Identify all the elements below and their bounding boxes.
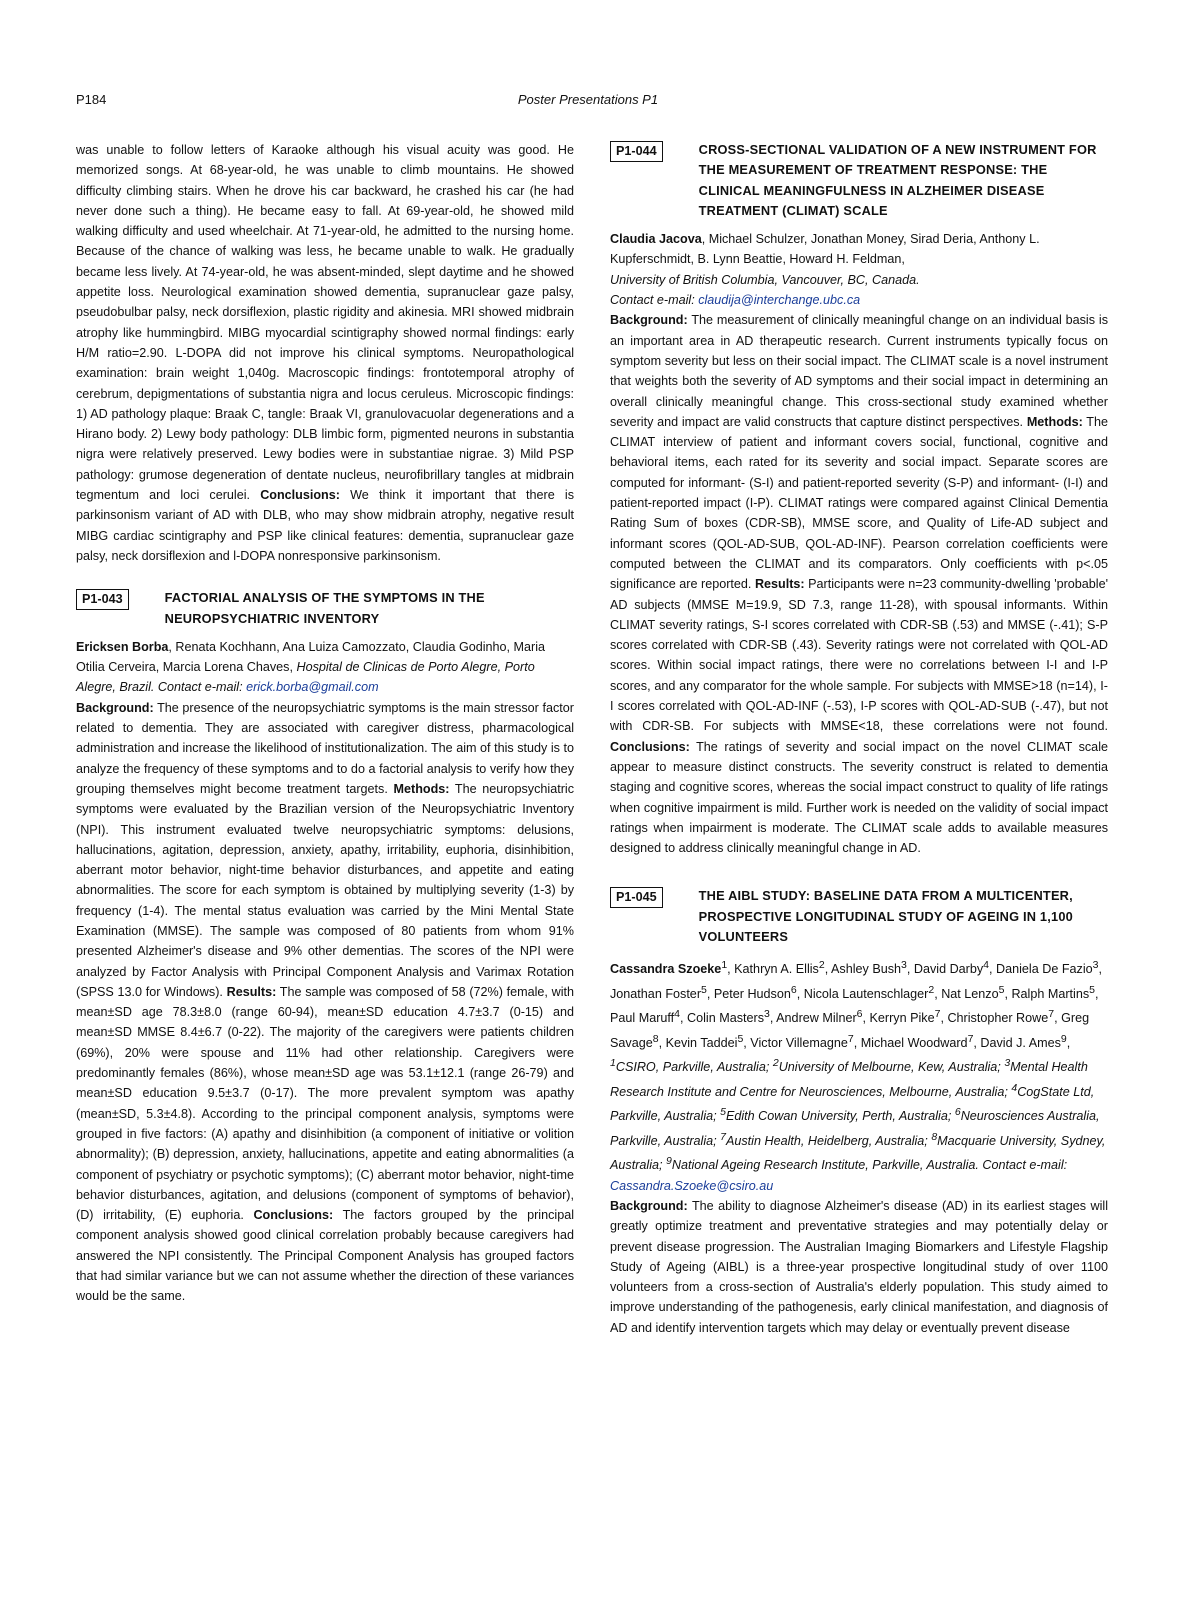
affiliation-marker: 4 — [674, 1008, 681, 1021]
background-label: Background: — [610, 313, 688, 328]
affiliation-marker: 5 — [737, 1032, 744, 1045]
affiliation-marker: 2 — [818, 959, 825, 972]
lead-author: Cassandra Szoeke — [610, 962, 722, 977]
other-authors: , Michael Schulzer, Jonathan Money, Sirad Deria, Anthony L. Kupferschmidt, B. Lynn Beattie, Howard H. Feldman, — [610, 232, 1040, 267]
author-name: Kerryn Pike — [869, 1011, 935, 1026]
author-name: Greg Savage — [610, 1011, 1090, 1050]
affiliation-text: Macquarie University, Sydney, Australia; — [610, 1133, 1106, 1173]
abstract-id: P1-043 — [76, 589, 129, 610]
abstract-body — [610, 310, 1108, 858]
affiliation-marker: 7 — [934, 1008, 941, 1021]
conclusions-label: Conclusions: — [260, 488, 340, 503]
affiliation-marker: 7 — [967, 1032, 974, 1045]
author-name: Colin Masters — [687, 1011, 764, 1026]
abstract-body — [610, 1196, 1108, 1338]
abstract-title: THE AIBL STUDY: BASELINE DATA FROM A MULTICENTER, PROSPECTIVE LONGITUDINAL STUDY OF AGEING IN 1,100 VOLUNTEERS — [698, 888, 1073, 944]
contact-email-link[interactable]: claudija@interchange.ubc.ca — [698, 293, 861, 308]
abstract-body — [76, 698, 574, 1307]
author-name: David Darby — [913, 962, 984, 977]
background-label: Background: — [76, 700, 154, 715]
results-text: The sample was composed of 58 (72%) female, with mean±SD age 78.3±8.0 (range 60-94), mean±SD education 4.7±3.7 (0-15) and mean±SD MMSE 8.4±6.7 (0-22). The majority of the caregivers were patients children (69%), 20% were spouse and 11% had other relationship. Caregivers were predominantly females (86%), whose mean±SD age was 53.1±12.1 (range 26-79) and mean±SD education 9.5±3.7 (0-17). The more prevalent symptom was apathy (mean±SD, 5.3±4.8). According to the principal component analysis, symptoms were grouped in five factors: (A) apathy and disinhibition (a component of initiative or volition abnormality); (B) depression, anxiety, hallucinations, appetite and eating abnormalities (a component of psychiatry or psychotic symptoms); (C) aberrant motor behavior, night-time behavior disturbances, agitation, and delusions (component of symptoms of behavior), (D) irritability, (E) euphoria. — [76, 984, 575, 1223]
affiliation-marker: 7 — [1048, 1008, 1055, 1021]
author-name: David J. Ames — [980, 1035, 1061, 1050]
affiliation-marker: 9 — [1060, 1032, 1067, 1045]
affiliation-marker: 6 — [954, 1106, 961, 1119]
results-label: Results: — [754, 577, 805, 592]
author-name: Kathryn A. Ellis — [734, 962, 819, 977]
affiliation-text: CSIRO, Parkville, Australia; — [615, 1060, 773, 1075]
author-list — [610, 229, 1108, 310]
affiliation-text: CogState Ltd, Parkville, Australia; — [610, 1084, 1095, 1124]
background-label: Background: — [610, 1198, 688, 1213]
author-name: Christopher Rowe — [947, 1011, 1049, 1026]
affiliation-marker: 5 — [701, 983, 707, 996]
affiliation-marker: 4 — [1011, 1081, 1018, 1094]
author-name: Paul Maruff — [610, 1011, 675, 1026]
author-list — [610, 955, 1108, 1196]
results-label: Results: — [226, 984, 277, 999]
background-text: The presence of the neuropsychiatric symptoms is the main stressor factor related to dementia. They are associated with caregiver distress, pharmacological administration and increase the likelihood of institutionalization. The aim of this study is to analyze the frequency of these symptoms and to do a factorial analysis to verify how they grouping themselves might become treatment targets. — [76, 700, 574, 796]
conclusions-text: The ratings of severity and social impact on the novel CLIMAT scale appear to measure distinct constructs. The severity construct is related to dementia staging and cognitive scores, whereas the social impact construct to quality of life ratings when cognitive impairment is mild. Further work is needed on the validity of social impact ratings when impairment is moderate. The CLIMAT scale adds to available measures designed to address clinically meaningful change in AD. — [610, 739, 1108, 856]
author-name: Nat Lenzo — [941, 986, 999, 1001]
conclusions-label: Conclusions: — [610, 739, 690, 754]
contact-email-link[interactable]: erick.borba@gmail.com — [246, 680, 379, 695]
methods-text: The neuropsychiatric symptoms were evaluated by the Brazilian version of the Neuropsychiatric Inventory (NPI). This instrument evaluated twelve neuropsychiatric symptoms: delusions, hallucinations, agitation, depression, anxiety, apathy, irritability, euphoria, disinhibition, aberrant motor behavior, night-time behavior disturbances, and appetite and eating abnormalities. The score for each symptom is obtained by multiplying severity (1-3) by frequency (1-4). The mental status evaluation was carried by the Mini Mental State Examination (MMSE). The sample was composed of 80 patients from whom 91% presented Alzheimer's disease and 9% other dementias. The scores of the NPI were analyzed by Factor Analysis with Principal Component Analysis and Varimax Rotation (SPSS 13.0 for Windows). — [76, 781, 574, 999]
conclusions-text: We think it important that there is parkinsonism variant of AD with DLB, who may show midbrain atrophy, negative result MIBG cardiac scintigraphy and PSP like clinical features: dementia, supranuclear gaze palsy, neck dorsiflexion and l-DOPA nonresponsive parkinsonism. — [76, 488, 574, 563]
background-text: The ability to diagnose Alzheimer's disease (AD) in its earliest stages will greatly optimize treatment and preventative strategies and may potentially delay or prevent disease progression. The Australian Imaging Biomarkers and Lifestyle Flagship Study of Ageing (AIBL) is a three-year prospective longitudinal study of over 1100 volunteers from a cross-section of Australia's elderly population. This study aimed to improve understanding of the pathogenesis, early clinical manifestation, and diagnosis of AD and identify intervention targets which may delay or eventually prevent disease — [610, 1198, 1108, 1335]
affiliation-marker: 8 — [931, 1130, 938, 1143]
abstract-heading — [610, 886, 1108, 947]
author-name: Ashley Bush — [831, 962, 902, 977]
affiliation-marker: 9 — [666, 1155, 672, 1168]
affiliation-marker: 4 — [983, 959, 990, 972]
contact-email-link[interactable]: Cassandra.Szoeke@csiro.au — [610, 1178, 774, 1193]
author-name: Daniela De Fazio — [996, 962, 1093, 977]
running-title: Poster Presentations P1 — [517, 92, 659, 107]
affiliation: Hospital de Clinicas de Porto Alegre, Porto Alegre, Brazil. Contact e-mail: — [76, 660, 535, 695]
continued-text: was unable to follow letters of Karaoke although his visual acuity was good. He memorized songs. At 68-year-old, he was unable to climb mountains. He showed difficulty climbing stairs. When he drove his car backward, he crashed his car (he had never done such a thing). He became easy to fall. At 69-year-old, he showed mild walking difficulty and used wheelchair. At 71-year-old, he admitted to the nursing home. Because of the chance of walking was less, he became unable to walk. He gradually became less lively. At 74-year-old, he was absent-minded, slept daytime and he showed appetite loss. Neurological examination showed dementia, supranuclear gaze palsy, pseudobulbar palsy, neck dorsiflexion, plastic rigidity and akinesia. MRI showed midbrain atrophy like hummingbird. MIBG myocardial scintigraphy showed normal findings: early H/M ratio=2.90. L-DOPA did not improve his clinical symptoms. Neuropathological examination: brain weight 1,040g. Macroscopic findings: frontotemporal atrophy of cerebrum, depigmentations of substantia nigra and locus ceruleus. Microscopic findings: 1) AD pathology plaque: Braak C, tangle: Braak VI, granulovacuolar degenerations and a Hirano body. 2) Lewy body pathology: DLB limbic form, pigmented neurons in substantia nigra were relatively preserved. Lewy bodies were in substantiae nigrae. 3) Mild PSP pathology: grumose degeneration of dentate nucleus, neurofibrillary tangles at midbrain tegmentum and loci cerulei. — [76, 143, 574, 503]
affiliation-marker: 3 — [1092, 959, 1099, 972]
methods-text: The CLIMAT interview of patient and informant covers social, functional, cognitive and behavioral items, each rated for its severity and social impact. Separate scores are computed for informant- (S-I) and patient-reported severity (S-P) and informant- (I-I) and patient-reported impact (I-P). CLIMAT ratings were compared against Clinical Dementia Rating Sum of boxes (CDR-SB), MMSE score, and Quality of Life-AD subject and informant scores (QOL-AD-SUB, QOL-AD-INF). Pearson correlation coefficients were computed between the CLIMAT and its comparators. Only coefficients with p<.05 significance are reported. — [610, 414, 1108, 592]
affiliation-marker: 1 — [610, 1057, 616, 1070]
abstract-p1-044 — [610, 140, 1108, 858]
abstract-heading — [610, 140, 1108, 221]
author-name: Ralph Martins — [1011, 986, 1090, 1001]
other-authors: , Kathryn A. Ellis$^2$, Ashley Bush$^3$, David Darby$^4$, Daniela De Fazio$^3$, Jonathan Foster$^5$, Peter Hudson$^6$, Nicola Lautenschlager$^2$, Nat Lenzo$^5$, Ralph Martins$^5$, Paul Maruff$^4$, Colin Masters$^3$, Andrew Milner$^6$, Kerryn Pike$^7$, Christopher Rowe$^7$, Greg Savage$^8$, Kevin Taddei$^5$, Victor Villemagne$^7$, Michael Woodward$^7$, David J. Ames$^9$, — [610, 959, 1102, 1050]
abstract-title: CROSS-SECTIONAL VALIDATION OF A NEW INSTRUMENT FOR THE MEASUREMENT OF TREATMENT RESPONSE: THE CLINICAL MEANINGFULNESS IN ALZHEIMER DISEASE TREATMENT (CLIMAT) SCALE — [698, 142, 1097, 218]
page-number: P184 — [76, 92, 107, 107]
abstract-heading — [76, 588, 574, 629]
affiliation-marker: 7 — [720, 1130, 726, 1143]
author-name: Michael Woodward — [860, 1035, 968, 1050]
author-name: Nicola Lautenschlager — [803, 986, 929, 1001]
author-name: Peter Hudson — [713, 986, 791, 1001]
abstract-id: P1-044 — [610, 141, 663, 162]
affiliation-marker: 7 — [847, 1032, 854, 1045]
affiliation-text: University of Melbourne, Kew, Australia; — [778, 1060, 1005, 1075]
continued-abstract — [76, 140, 574, 566]
affiliation-text: Mental Health Research Institute and Centre for Neurosciences, Melbourne, Australia; — [610, 1060, 1088, 1099]
left-column — [76, 140, 574, 1307]
author-name: Kevin Taddei — [665, 1035, 738, 1050]
affiliation-marker: 3 — [901, 959, 907, 972]
affiliation-marker: 6 — [790, 983, 797, 996]
results-text: Participants were n=23 community-dwelling 'probable' AD subjects (MMSE M=19.9, SD 7.3, range 11-28), with spousal informants. Within CLIMAT severity ratings, S-I scores correlated with CDR-SB (.53) and MMSE (-.41); S-P scores correlated with CDR-SB (.43). Severity ratings were not correlated with QOL-AD scores. Within social impact ratings, there were no correlations between I-I and I-P scores, and any comparator for the whole sample. For subjects with MMSE>18 (n=14), I-I scores correlated with QOL-AD-INF (-.53), I-P scores with QOL-AD-SUB (-.47), but not with CDR-SB. For subjects with MMSE<18, these correlations were not found. — [610, 577, 1109, 734]
affiliation-marker: 5 — [720, 1106, 726, 1119]
conclusions-text: The factors grouped by the principal component analysis showed good clinical correlation probably because caregivers had answered the NPI consistently. The Principal Component Analysis has grouped factors that had similar variance but we can not assume whether the direction of these variances would be the same. — [76, 1208, 574, 1304]
affiliation-marker: 3 — [1004, 1057, 1011, 1070]
affiliation-text: Edith Cowan University, Perth, Australia; — [725, 1109, 955, 1124]
affiliation-text: Austin Health, Heidelberg, Australia; — [725, 1133, 932, 1148]
abstract-title: FACTORIAL ANALYSIS OF THE SYMPTOMS IN THE NEUROPSYCHIATRIC INVENTORY — [164, 590, 485, 626]
methods-label: Methods: — [393, 781, 450, 796]
affiliation-text: National Ageing Research Institute, Parkville, Australia. — [671, 1158, 979, 1173]
affiliation-marker: 5 — [998, 983, 1005, 996]
affiliation-marker: 3 — [764, 1008, 770, 1021]
abstract-p1-045 — [610, 886, 1108, 1338]
affiliation-marker: 5 — [1089, 983, 1095, 996]
affiliation: University of British Columbia, Vancouver, BC, Canada. — [610, 272, 920, 287]
affiliation-text: Neurosciences Australia, Parkville, Australia; — [610, 1109, 1100, 1148]
author-name: Victor Villemagne — [750, 1035, 848, 1050]
contact-label: Contact e-mail: — [610, 293, 695, 308]
methods-label: Methods: — [1026, 414, 1083, 429]
author-list — [76, 637, 574, 698]
right-column — [610, 140, 1108, 1338]
lead-author: Ericksen Borba — [76, 639, 169, 654]
background-text: The measurement of clinically meaningful change on an individual basis is an important area in AD therapeutic research. Current instruments typically focus on symptom severity but less on their social impact. The CLIMAT scale is a novel instrument that weights both the severity of AD symptoms and their social impact in determining an overall clinically meaningful change. This cross-sectional study examined whether severity and impact are valid constructs that capture distinct perspectives. — [610, 313, 1108, 429]
abstract-id: P1-045 — [610, 887, 663, 908]
page-header — [76, 92, 1100, 112]
affiliation-marker: 2 — [928, 983, 935, 996]
abstract-p1-043 — [76, 588, 574, 1306]
author-name: Andrew Milner — [776, 1011, 857, 1026]
lead-author: Claudia Jacova — [610, 232, 702, 247]
conclusions-label: Conclusions: — [253, 1208, 334, 1223]
affiliation-marker: 6 — [856, 1008, 863, 1021]
affiliation-marker: 1 — [721, 959, 728, 972]
affiliation-marker: 8 — [652, 1032, 659, 1045]
other-authors: , Renata Kochhann, Ana Luiza Camozzato, Claudia Godinho, Maria Otilia Cerveira, Marcia Lorena Chaves, — [76, 639, 546, 675]
affiliation-marker: 2 — [772, 1057, 779, 1070]
contact-label: Contact e-mail: — [982, 1158, 1068, 1173]
author-name: Jonathan Foster — [610, 986, 702, 1001]
affiliations — [610, 1057, 1106, 1173]
